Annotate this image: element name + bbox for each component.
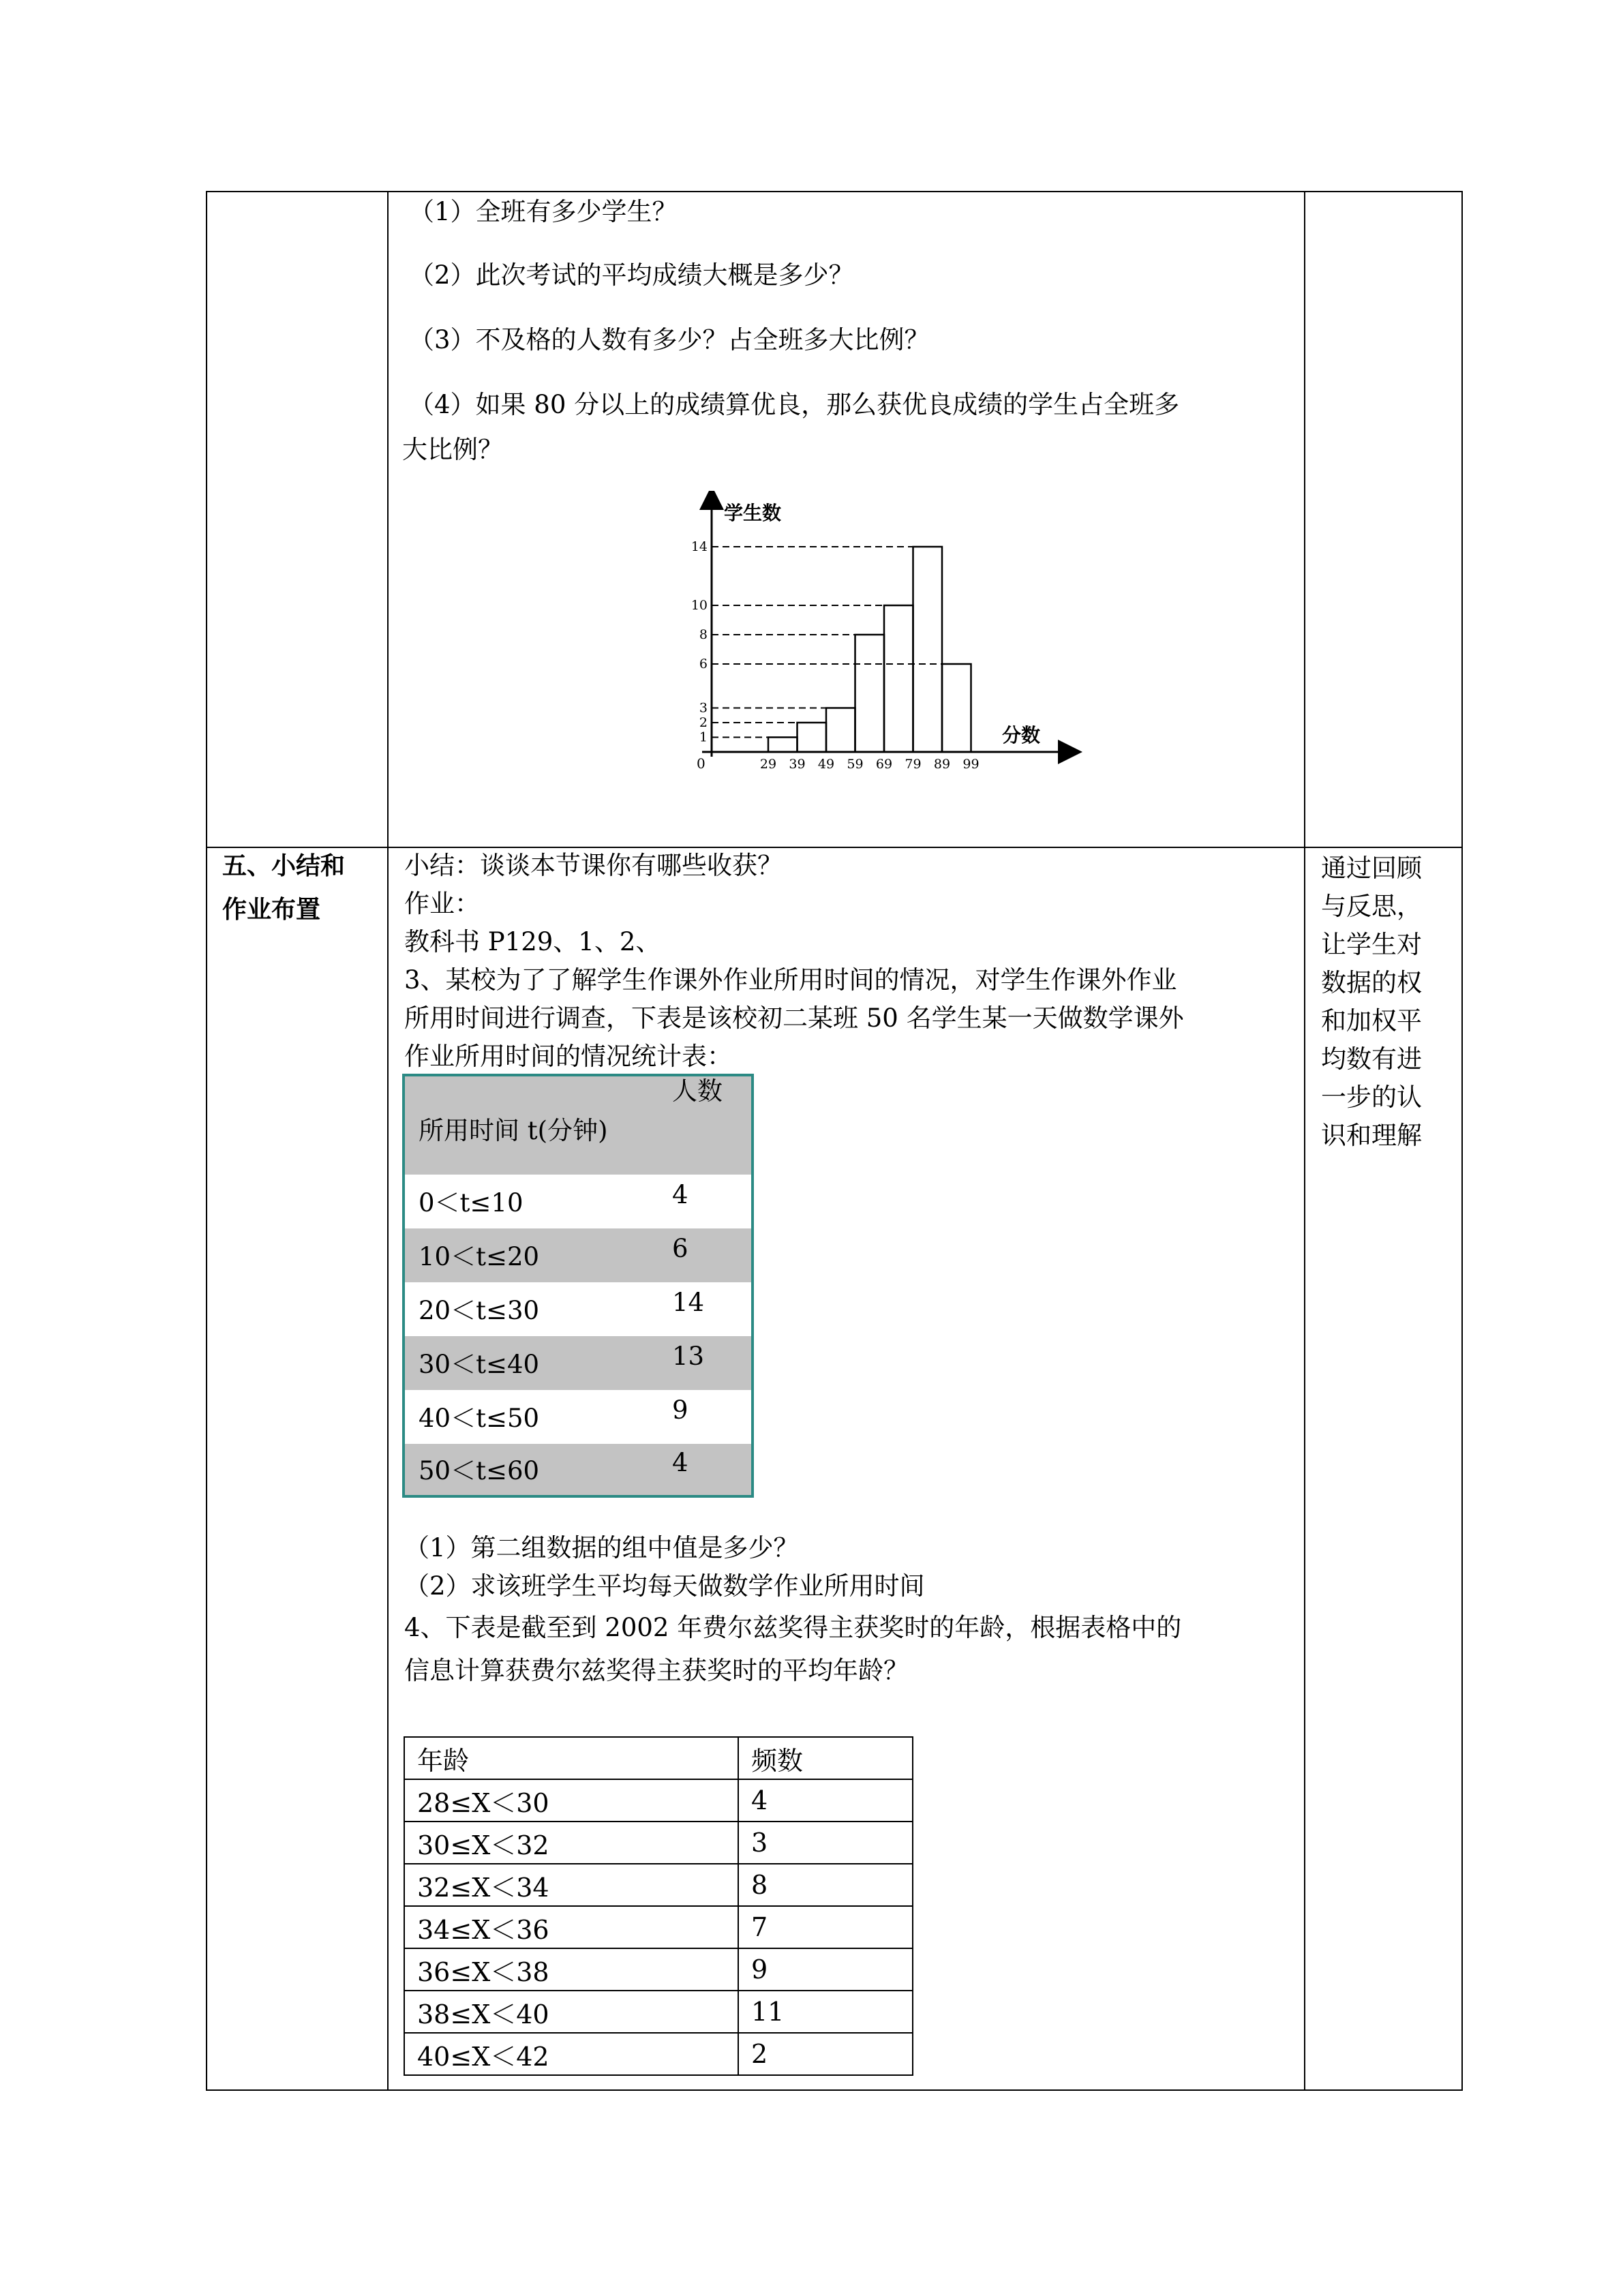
table-left-border	[206, 191, 207, 2091]
student-count: 4	[672, 1180, 688, 1209]
histogram-bar	[855, 635, 885, 752]
student-count: 4	[672, 1448, 688, 1477]
q3-sub-1: （1）第二组数据的组中值是多少？	[404, 1533, 799, 1562]
y-tick-label: 2	[699, 715, 708, 730]
row-divider	[206, 847, 1463, 848]
question-3: （3）不及格的人数有多少？占全班多大比例？	[409, 325, 930, 354]
age-range: 38≤X＜40	[404, 1991, 738, 2033]
frequency: 2	[738, 2033, 913, 2075]
y-tick-label: 1	[699, 729, 708, 745]
histogram-bar	[942, 664, 971, 752]
header-age: 年龄	[404, 1737, 738, 1779]
table-row	[404, 1822, 913, 1864]
summary-text: 小结：谈谈本节课你有哪些收获？	[404, 851, 783, 880]
table-row	[404, 1864, 913, 1906]
age-range: 34≤X＜36	[404, 1906, 738, 1948]
table-row	[404, 1906, 913, 1948]
origin-label: 0	[697, 755, 706, 772]
frequency: 9	[738, 1948, 913, 1991]
question-2: （2）此次考试的平均成绩大概是多少？	[409, 260, 854, 290]
x-tick-label: 99	[962, 757, 980, 772]
table-top-border	[206, 191, 1463, 192]
q3-line-3: 作业所用时间的情况统计表：	[404, 1042, 732, 1071]
time-range: 50＜t≤60	[419, 1456, 540, 1485]
table-row	[404, 1779, 913, 1822]
q3-line-2: 所用时间进行调查，下表是该校初二某班 50 名学生某一天做数学课外	[404, 1003, 1184, 1033]
table-row	[404, 2033, 913, 2075]
histogram-bar	[768, 738, 798, 753]
frequency: 4	[738, 1779, 913, 1822]
table-bottom-border	[206, 2089, 1463, 2091]
x-axis-label: 分数	[1002, 724, 1041, 746]
table-row	[404, 1991, 913, 2033]
side-note-line: 识和理解	[1321, 1121, 1422, 1150]
student-count: 9	[672, 1395, 688, 1425]
column-divider-2	[1304, 191, 1305, 2091]
table-row	[404, 1948, 913, 1991]
homework-label: 作业：	[404, 889, 480, 918]
x-tick-label: 69	[875, 757, 893, 772]
y-tick-label: 10	[691, 598, 708, 613]
score-histogram	[682, 491, 1091, 791]
frequency: 11	[738, 1991, 913, 2033]
age-range: 40≤X＜42	[404, 2033, 738, 2075]
time-range: 20＜t≤30	[419, 1296, 540, 1325]
frequency: 3	[738, 1822, 913, 1864]
section-five-title-2: 作业布置	[222, 896, 321, 924]
student-count: 13	[672, 1342, 705, 1371]
q3-sub-2: （2）求该班学生平均每天做数学作业所用时间	[404, 1571, 925, 1601]
q4-line-1: 4、下表是截至到 2002 年费尔兹奖得主获奖时的年龄，根据表格中的	[404, 1613, 1182, 1642]
table-row	[405, 1282, 751, 1336]
homework-time-table	[402, 1074, 754, 1498]
table-header-row	[405, 1076, 751, 1175]
x-tick-label: 89	[933, 757, 951, 772]
question-4-cont: 大比例？	[402, 435, 503, 464]
table-row	[405, 1228, 751, 1282]
y-tick-label: 14	[691, 539, 708, 554]
textbook-ref: 教科书 P129、1、2、	[404, 927, 661, 956]
histogram-bar	[826, 708, 855, 753]
frequency: 8	[738, 1864, 913, 1906]
table-row	[405, 1444, 751, 1495]
histogram-bar	[913, 547, 943, 752]
frequency: 7	[738, 1906, 913, 1948]
table-row	[405, 1175, 751, 1228]
header-frequency: 频数	[738, 1737, 913, 1779]
x-tick-label: 49	[817, 757, 835, 772]
side-note-line: 通过回顾	[1321, 854, 1422, 883]
question-4: （4）如果 80 分以上的成绩算优良，那么获优良成绩的学生占全班多	[409, 390, 1180, 419]
x-tick-label: 59	[847, 757, 864, 772]
x-tick-label: 79	[905, 757, 922, 772]
time-range: 40＜t≤50	[419, 1404, 540, 1433]
question-1: （1）全班有多少学生？	[409, 197, 678, 226]
table-row	[405, 1390, 751, 1444]
histogram-bar	[798, 723, 827, 752]
fields-medal-age-table	[404, 1736, 913, 2076]
header-time: 所用时间 t(分钟)	[419, 1116, 608, 1145]
student-count: 6	[672, 1234, 688, 1263]
q3-line-1: 3、某校为了了解学生作课外作业所用时间的情况，对学生作课外作业	[404, 965, 1177, 995]
age-range: 30≤X＜32	[404, 1822, 738, 1864]
x-tick-label: 29	[759, 757, 777, 772]
column-divider-1	[387, 191, 389, 2091]
q4-line-2: 信息计算获费尔兹奖得主获奖时的平均年龄？	[404, 1656, 909, 1685]
y-tick-label: 8	[699, 627, 708, 642]
table-right-border	[1461, 191, 1463, 2091]
side-note-line: 让学生对	[1321, 930, 1422, 959]
age-range: 36≤X＜38	[404, 1948, 738, 1991]
side-note-line: 数据的权	[1321, 968, 1422, 997]
side-note-line: 均数有进	[1321, 1044, 1422, 1074]
x-tick-label: 39	[789, 757, 806, 772]
side-note-line: 和加权平	[1321, 1006, 1422, 1036]
time-range: 0＜t≤10	[419, 1188, 524, 1218]
age-range: 32≤X＜34	[404, 1864, 738, 1906]
table-row	[405, 1336, 751, 1390]
table-header-row	[404, 1737, 913, 1779]
y-axis-label: 学生数	[724, 502, 782, 524]
time-range: 30＜t≤40	[419, 1350, 540, 1379]
time-range: 10＜t≤20	[419, 1242, 540, 1271]
header-count: 人数	[672, 1076, 723, 1106]
y-tick-label: 6	[699, 656, 708, 671]
section-five-title-1: 五、小结和	[222, 852, 346, 880]
age-range: 28≤X＜30	[404, 1779, 738, 1822]
y-tick-label: 3	[699, 700, 708, 716]
side-note-line: 一步的认	[1321, 1083, 1422, 1112]
histogram-bar	[884, 605, 913, 752]
side-note-line: 与反思，	[1321, 892, 1422, 921]
student-count: 14	[672, 1288, 705, 1317]
